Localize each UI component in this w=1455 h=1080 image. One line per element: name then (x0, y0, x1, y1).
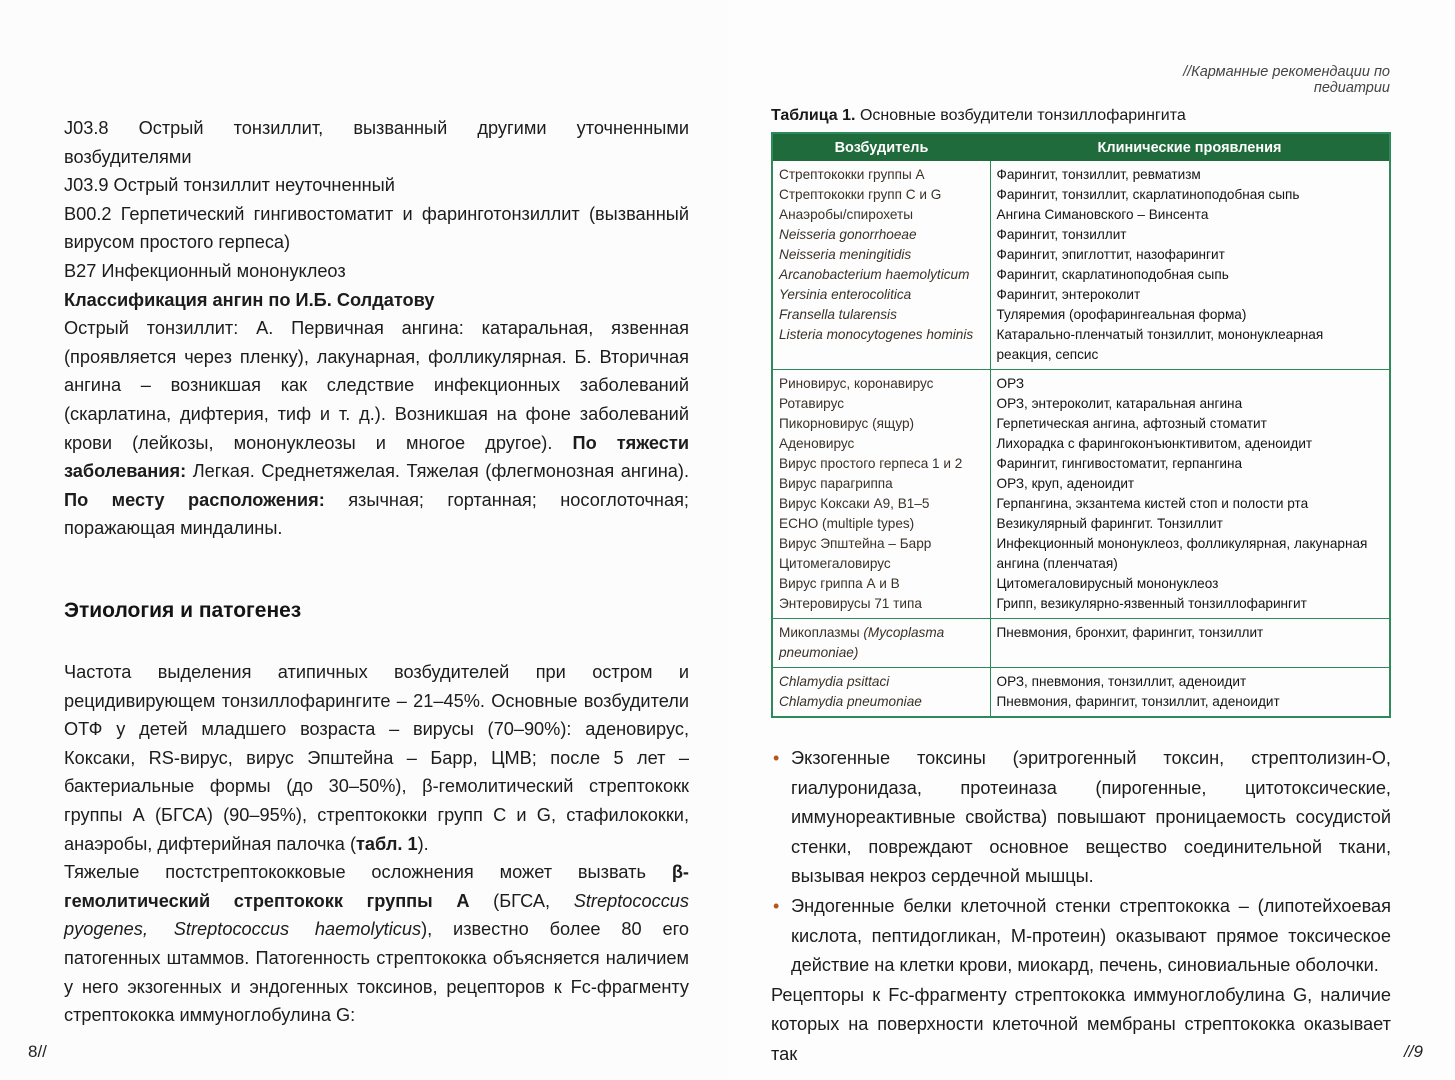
icd-code-b27: B27 Инфекционный мононуклеоз (64, 260, 346, 281)
manifestation-text: ангина (пленчатая) (996, 556, 1118, 571)
manifestation-text: Грипп, везикулярно-язвенный тонзиллофарингит (996, 596, 1307, 611)
pathogen-latin-name: (Mycoplasma (863, 625, 945, 640)
complications-species: Streptococcus pyogenes, Streptococcus haemolyticus (64, 890, 689, 940)
manifestation-text: Фарингит, энтероколит (996, 287, 1141, 302)
pathogen-name: Микоплазмы (779, 625, 864, 640)
manifestation-text: ОРЗ, круп, аденоидит (996, 476, 1135, 491)
manifestation-cell (990, 668, 1390, 718)
pathogen-name: Neisseria meningitidis (779, 247, 912, 262)
complications-paragraph (64, 858, 689, 1030)
pathogens-table (771, 132, 1391, 718)
manifestation-text: Пневмония, фарингит, тонзиллит, аденоидит (996, 694, 1280, 709)
complications-bold: β-гемолитический стрептококк группы А (64, 862, 689, 911)
bullet-icon: • (773, 748, 780, 768)
bullet-endogenous (771, 892, 1391, 981)
manifestation-text: Катарально-пленчатый тонзиллит, мононуклеарная (996, 327, 1324, 342)
table-row (772, 668, 1390, 718)
severity-label: По тяжести заболевания: (64, 432, 689, 482)
pathogen-name: Пикорновирус (ящур) (779, 416, 915, 431)
pathogen-name: Стрептококки групп C и G (779, 187, 942, 202)
etiology-block (64, 658, 689, 1030)
pathogen-name: Arcanobacterium haemolyticum (779, 267, 970, 282)
pathogen-name: Стрептококки группы А (779, 167, 925, 182)
pathogen-name: Вирус простого герпеса 1 и 2 (779, 456, 963, 471)
icd-code-b00-2: B00.2 Герпетический гингивостоматит и фаринготонзиллит (вызванный вирусом простого герпеса) (64, 203, 689, 253)
manifestation-text: Везикулярный фарингит. Тонзиллит (996, 516, 1223, 531)
bullet-icon: • (773, 895, 780, 916)
pathogen-name: Fransella tularensis (779, 307, 897, 322)
running-head: //Карманные рекомендации по педиатрии (1183, 64, 1390, 96)
classification-paragraph (64, 314, 689, 543)
manifestation-text: Фарингит, скарлатиноподобная сыпь (996, 267, 1229, 282)
receptors-paragraph: Рецепторы к Fc-фрагменту стрептококка иммуноглобулина G, наличие которых на поверхности клеточной мембраны стрептококка оказывает так (771, 984, 1391, 1064)
pathogen-name: Цитомегаловирус (779, 556, 891, 571)
manifestation-cell (990, 370, 1390, 619)
table-caption (771, 107, 1186, 125)
complications-text-2: (БГСА, (493, 890, 551, 911)
manifestation-text: Инфекционный мононуклеоз, фолликулярная, лакунарная (996, 536, 1368, 551)
bullet-text: Экзогенные токсины (эритрогенный токсин, стрептолизин-О, гиалуронидаза, протеиназа (пирогенные, цитотоксические, иммунореактивные свойства) повышают проницаемость сосудистой стенки, повреждают основное вещество соединительной ткани, вызывая некроз сердечной мышцы. (791, 748, 1391, 887)
pathogen-name: Listeria monocytogenes hominis (779, 327, 974, 342)
pathogen-latin-name: pneumoniae) (779, 645, 859, 660)
toxins-list (771, 744, 1391, 1070)
manifestation-text: Цитомегаловирусный мононуклеоз (996, 576, 1219, 591)
pathogen-name: Chlamydia psittaci (779, 674, 890, 689)
manifestation-text: Пневмония, бронхит, фарингит, тонзиллит (996, 625, 1264, 640)
page-number-left: 8// (28, 1042, 47, 1061)
classification-title (64, 286, 689, 315)
complications-text-3: ), известно более 80 его патогенных штаммов. Патогенность стрептококка объясняется наличием у него экзогенных и эндогенных токсинов, рецепторов к Fc-фрагменту стрептококка иммуноглобулина G: (64, 919, 689, 1026)
severity-text: Легкая. Среднетяжелая. Тяжелая (флегмонозная ангина). (192, 461, 689, 482)
manifestation-text: Фарингит, тонзиллит (996, 227, 1127, 242)
icd-code-j03-9: J03.9 Острый тонзиллит неуточненный (64, 175, 395, 196)
header-manifestations: Клинические проявления (990, 133, 1390, 161)
etiology-end: ). (417, 833, 429, 854)
pathogen-name: Neisseria gonorrhoeae (779, 227, 917, 242)
pathogen-name: Вирус гриппа А и В (779, 576, 900, 591)
pathogen-name: Chlamydia pneumoniae (779, 694, 922, 709)
manifestation-text: Фарингит, тонзиллит, скарлатиноподобная сыпь (996, 187, 1300, 202)
manifestation-text: ОРЗ, пневмония, тонзиллит, аденоидит (996, 674, 1247, 689)
manifestation-text: Туляремия (орофарингеальная форма) (996, 307, 1247, 322)
location-text: язычная; гортанная; носоглоточная; поражающая миндалины. (64, 489, 689, 539)
manifestation-text: Фарингит, гингивостоматит, герпангина (996, 456, 1243, 471)
section-title-etiology: Этиология и патогенез (64, 599, 302, 622)
pathogen-name: Вирус Коксаки А9, В1–5 (779, 496, 930, 511)
pathogen-name: Риновирус, коронавирус (779, 376, 934, 391)
pathogen-name: Вирус парагриппа (779, 476, 893, 491)
manifestation-text: Ангина Симановского – Винсента (996, 207, 1209, 222)
pathogen-name: Yersinia enterocolitica (779, 287, 912, 302)
table-reference-link[interactable]: табл. 1 (356, 833, 418, 854)
table-body (772, 161, 1390, 717)
icd-codes-block (64, 114, 689, 543)
pathogen-name: Вирус Эпштейна – Барр (779, 536, 932, 551)
pathogen-cell (772, 668, 990, 718)
manifestation-cell (990, 161, 1390, 370)
manifestation-text: реакция, сепсис (996, 347, 1099, 362)
classification-text: Острый тонзиллит: А. Первичная ангина: катаральная, язвенная (проявляется через пленку), лакунарная, фолликулярная. Б. Вторичная ангина – возникшая как следствие инфекционных заболеваний (скарлатина, дифтерия, тиф и т. д.). Возникшая на фоне заболеваний крови (лейкозы, мононуклеозы и многое другое). (64, 318, 689, 453)
header-pathogen: Возбудитель (772, 133, 990, 161)
manifestation-text: Лихорадка с фарингоконъюнктивитом, аденоидит (996, 436, 1313, 451)
icd-code-j03-8: J03.8 Острый тонзиллит, вызванный другими уточненными возбудителями (64, 118, 689, 167)
manifestation-text: ОРЗ, энтероколит, катаральная ангина (996, 396, 1243, 411)
pathogen-cell (772, 161, 990, 370)
manifestation-text: Герпангина, экзантема кистей стоп и полости рта (996, 496, 1309, 511)
table-header-row (772, 133, 1390, 161)
manifestation-text: ОРЗ (996, 376, 1025, 391)
pathogen-name: Аденовирус (779, 436, 855, 451)
table-caption-label: Таблица 1. (771, 107, 856, 124)
table-row (772, 370, 1390, 619)
pathogen-line (779, 623, 984, 643)
classification-title-text: Классификация ангин по И.Б. Солдатову (64, 289, 435, 310)
manifestation-text: Фарингит, тонзиллит, ревматизм (996, 167, 1201, 182)
pathogen-name: Ротавирус (779, 396, 845, 411)
bullet-text: Эндогенные белки клеточной стенки стрептококка – (липотейхоевая кислота, пептидогликан, М-протеин) оказывают прямое токсическое действие на клетки крови, миокард, печень, синовиальные оболочки. (791, 895, 1391, 976)
location-label: По месту расположения: (64, 489, 325, 510)
pathogen-cell (772, 370, 990, 619)
pathogen-cell (772, 619, 990, 668)
table-row (772, 619, 1390, 668)
pathogen-name: ECHO (multiple types) (779, 516, 915, 531)
page-number-right: //9 (1404, 1042, 1423, 1061)
bullet-exogenous (771, 744, 1391, 892)
etiology-text: Частота выделения атипичных возбудителей при остром и рецидивирующем тонзиллофарингите – 21–45%. Основные возбудители ОТФ у детей младшего возраста – вирусы (70–90%): аденовирус, Коксаки, RS-вирус, вирус Эпштейна – Барр, ЦМВ; после 5 лет – бактериальные формы (до 30–50%), β-гемолитический стрептококк группы А (БГСА) (90–95%), стрептококки групп C и G, стафилококки, анаэробы, дифтерийная палочка ( (64, 662, 689, 854)
manifestation-text: Фарингит, эпиглоттит, назофарингит (996, 247, 1225, 262)
manifestation-text: Герпетическая ангина, афтозный стоматит (996, 416, 1267, 431)
pathogen-name: Анаэробы/спирохеты (779, 207, 913, 222)
etiology-paragraph (64, 658, 689, 858)
pathogen-name: Энтеровирусы 71 типа (779, 596, 922, 611)
table-caption-text: Основные возбудители тонзиллофарингита (859, 107, 1186, 124)
table-row (772, 161, 1390, 370)
complications-text-1: Тяжелые постстрептококковые осложнения может вызвать (64, 862, 646, 883)
manifestation-cell (990, 619, 1390, 668)
